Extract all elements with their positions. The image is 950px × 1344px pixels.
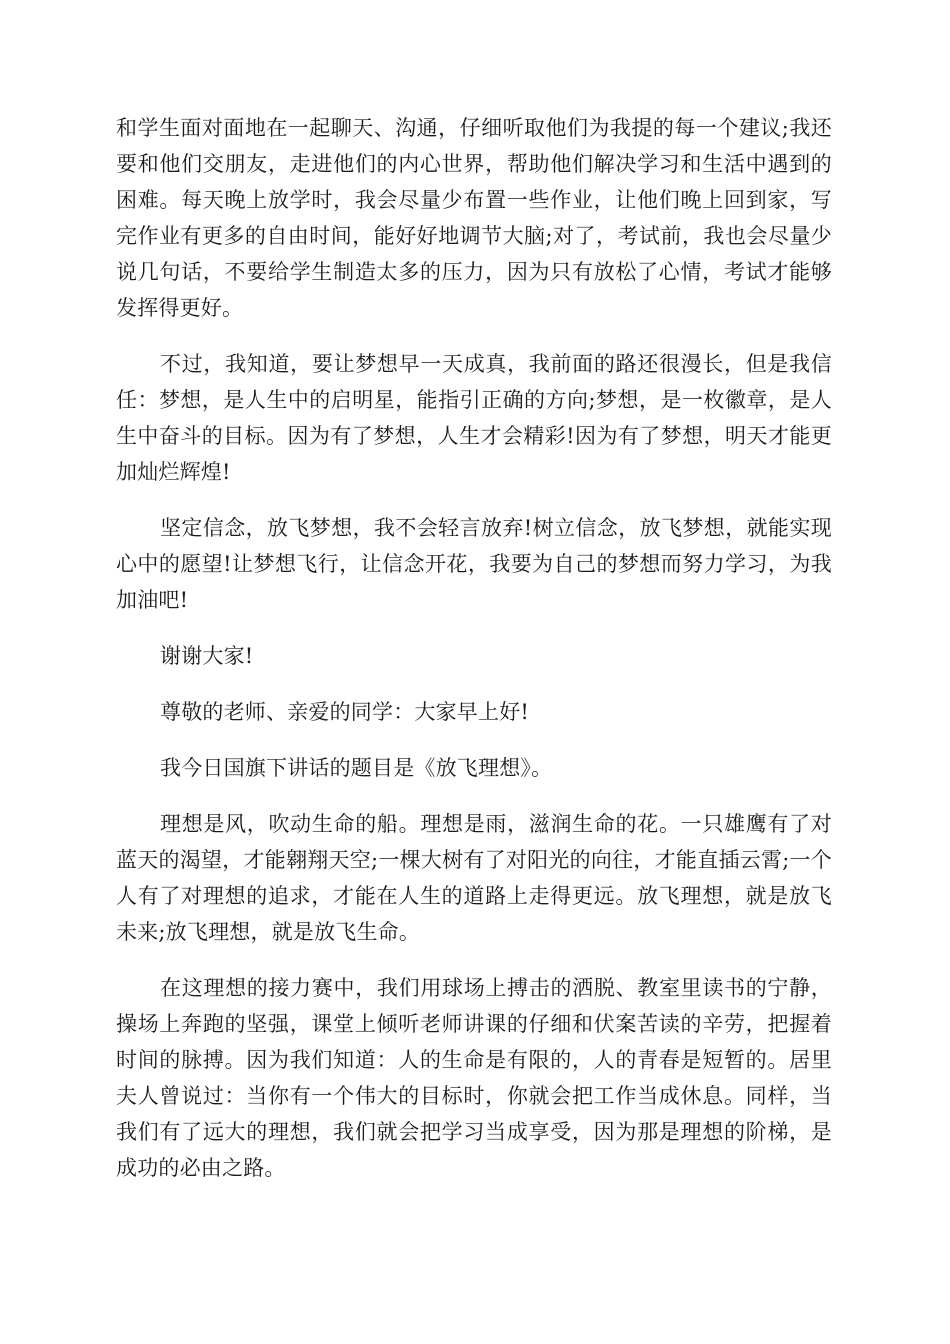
paragraph-greeting: 尊敬的老师、亲爱的同学：大家早上好! [160,700,530,724]
paragraph-firm-belief: 坚定信念，放飞梦想，我不会轻言放弃!树立信念，放飞梦想，就能实现心中的愿望!让梦想飞行，让信念开花，我要为自己的梦想而努力学习，为我加油吧! [116,516,832,612]
paragraph-relay-race: 在这理想的接力赛中，我们用球场上搏击的洒脱、教室里读书的宁静，操场上奔跑的坚强，课堂上倾听老师讲课的仔细和伏案苦读的辛劳，把握着时间的脉搏。因为我们知道：人的生命是有限的，人的青春是短暂的。居里夫人曾说过：当你有一个伟大的目标时，你就会把工作当成休息。同样，当我们有了远大的理想，我们就会把学习当成享受，因为那是理想的阶梯，是成功的必由之路。 [116,976,832,1180]
paragraph-speech-title: 我今日国旗下讲话的题目是《放飞理想》。 [160,756,553,780]
paragraph-continuation: 和学生面对面地在一起聊天、沟通，仔细听取他们为我提的每一个建议;我还要和他们交朋友，走进他们的内心世界，帮助他们解决学习和生活中遇到的困难。每天晚上放学时，我会尽量少布置一些作业，让他们晚上回到家，写完作业有更多的自由时间，能好好地调节大脑;对了，考试前，我也会尽量少说几句话，不要给学生制造太多的压力，因为只有放松了心情，考试才能够发挥得更好。 [116,116,832,320]
paragraph-dream-path: 不过，我知道，要让梦想早一天成真，我前面的路还很漫长，但是我信任：梦想，是人生中的启明星，能指引正确的方向;梦想，是一枚徽章，是人生中奋斗的目标。因为有了梦想，人生才会精彩!因为有了梦想，明天才能更加灿烂辉煌! [116,352,832,484]
paragraph-ideal-wind: 理想是风，吹动生命的船。理想是雨，滋润生命的花。一只雄鹰有了对蓝天的渴望，才能翱翔天空;一棵大树有了对阳光的向往，才能直插云霄;一个人有了对理想的追求，才能在人生的道路上走得更远。放飞理想，就是放飞未来;放飞理想，就是放飞生命。 [116,812,832,944]
paragraph-thanks: 谢谢大家! [160,644,254,668]
document-page [116,110,832,1206]
